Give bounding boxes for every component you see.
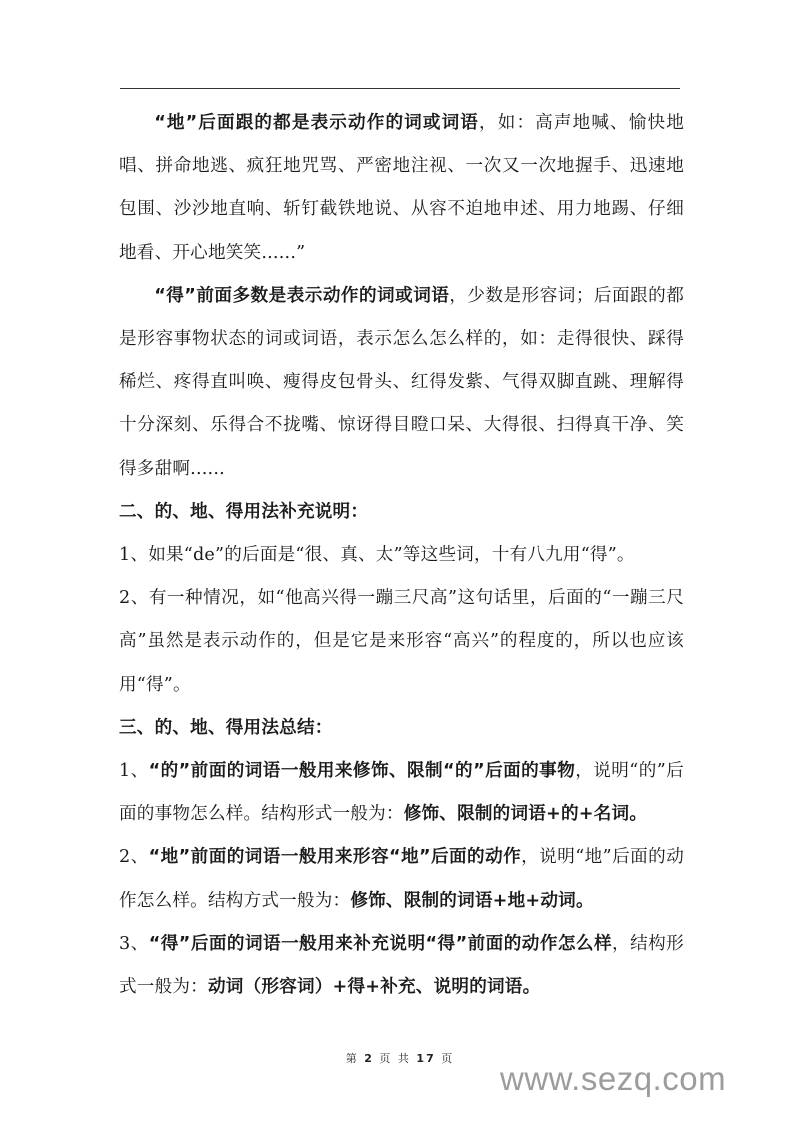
summary-item-number: 1、 [119, 761, 149, 782]
summary-item-number: 3、 [119, 933, 149, 954]
paragraph-text: ，如：高声地喊、愉快地唱、拼命地逃、疯狂地咒骂、严密地注视、一次又一次地握手、迅速地包围、沙沙地直响、斩钉截铁地说、从容不迫地申述、用力地踢、仔细地看、开心地笑笑......” [119, 113, 684, 263]
paragraph-bold-lead: “得”前面多数是表示动作的词或词语 [154, 285, 450, 306]
paragraph-de-usage [119, 275, 684, 491]
total-pages-number: 17 [416, 1052, 436, 1065]
supplement-item: 1、如果“de”的后面是“很、真、太”等这些词，十有八九用“得”。 [119, 545, 635, 566]
document-body [119, 102, 684, 1009]
footer-suffix: 页 [441, 1052, 455, 1065]
watermark: www.sezq.com [500, 1060, 727, 1097]
section-heading-summary: 三、的、地、得用法总结： [119, 717, 333, 738]
summary-item-text: ，结构形式一般为： [119, 933, 684, 998]
summary-item-text: ，说明“的”后面的事物怎么样。结构形式一般为： [119, 761, 684, 825]
summary-item-structure: 修饰、限制的词语+的+名词。 [403, 804, 648, 825]
summary-item [119, 750, 684, 836]
summary-item-text: ，说明“地”后面的动作怎么样。结构方式一般为： [119, 847, 684, 911]
summary-item-bold-lead: “地”前面的词语一般用来形容“地”后面的动作 [148, 847, 522, 868]
summary-item-structure: 修饰、限制的词语+地+动词。 [350, 890, 594, 911]
header-rule [120, 88, 680, 89]
supplement-item: 2、有一种情况，如“他高兴得一蹦三尺高”这句话里，后面的“一蹦三尺高”虽然是表示动作的，但是它是来形容“高兴”的程度的，所以也应该用“得”。 [119, 588, 684, 695]
footer-middle: 页 共 [379, 1052, 411, 1065]
summary-item-structure: 动词（形容词）+得+补充、说明的词语。 [207, 977, 541, 998]
summary-item-number: 2、 [119, 847, 149, 868]
footer-prefix: 第 [345, 1052, 359, 1065]
section-heading-supplement: 二、的、地、得用法补充说明： [119, 501, 369, 522]
summary-item [119, 923, 684, 1009]
summary-item-bold-lead: “得”后面的词语一般用来补充说明“得”前面的动作怎么样 [148, 933, 613, 954]
summary-item-bold-lead: “的”前面的词语一般用来修饰、限制“的”后面的事物 [148, 761, 576, 782]
current-page-number: 2 [364, 1052, 374, 1065]
paragraph-di-usage [119, 102, 684, 275]
paragraph-text: ，少数是形容词；后面跟的都是形容事物状态的词或词语，表示怎么怎么样的，如：走得很快、踩得稀烂、疼得直叫唤、瘦得皮包骨头、红得发紫、气得双脚直跳、理解得十分深刻、乐得合不拢嘴、惊讶得目瞪口呆、大得很、扫得真干净、笑得多甜啊...... [119, 285, 684, 479]
paragraph-bold-lead: “地”后面跟的都是表示动作的词或词语 [154, 113, 480, 133]
summary-item [119, 836, 684, 922]
